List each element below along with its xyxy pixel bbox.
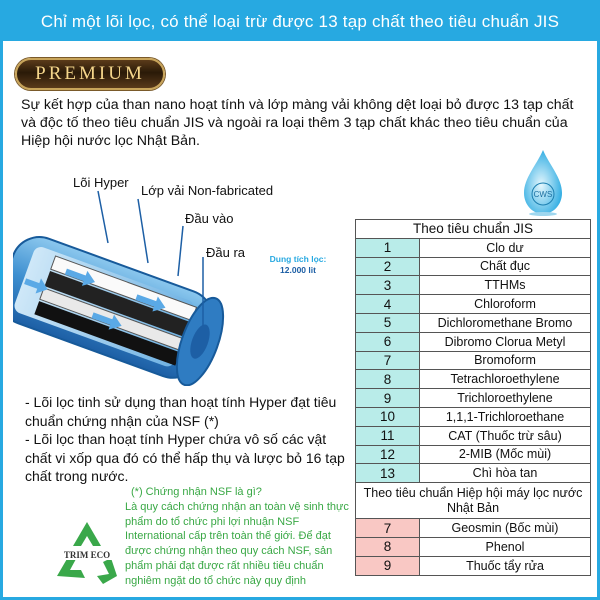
filter-diagram — [13, 171, 343, 386]
association-subheader: Theo tiêu chuẩn Hiệp hội máy lọc nước Nhật Bản — [356, 483, 591, 519]
table-row — [356, 238, 591, 257]
table-row — [356, 332, 591, 351]
nsf-explanation — [125, 485, 353, 589]
contaminant-name: Tetrachloroethylene — [420, 370, 591, 389]
contaminant-name: Chất đục — [420, 257, 591, 276]
premium-badge: PREMIUM — [15, 58, 165, 90]
row-number: 8 — [356, 537, 420, 556]
table-row — [356, 257, 591, 276]
contaminant-name: Phenol — [420, 537, 591, 556]
contaminant-name: Chì hòa tan — [420, 464, 591, 483]
row-number: 4 — [356, 295, 420, 314]
table-row — [356, 519, 591, 538]
trim-eco-text: TRIM ECO — [63, 550, 111, 560]
row-number: 6 — [356, 332, 420, 351]
water-drop-icon — [524, 150, 562, 214]
row-number: 13 — [356, 464, 420, 483]
trim-eco-logo — [51, 518, 123, 590]
contaminant-name: Chloroform — [420, 295, 591, 314]
label-outlet: Đầu ra — [206, 245, 246, 260]
table-row — [356, 464, 591, 483]
contaminant-name: Trichloroethylene — [420, 389, 591, 408]
row-number: 12 — [356, 445, 420, 464]
drop-logo-text: CWS — [533, 190, 553, 199]
row-number: 7 — [356, 519, 420, 538]
table-row — [356, 426, 591, 445]
label-hyper-core: Lõi Hyper — [73, 175, 129, 190]
filter-cutaway-illustration — [13, 171, 343, 386]
row-number: 5 — [356, 313, 420, 332]
contaminant-name: Bromoform — [420, 351, 591, 370]
capacity-value: 12.000 lit — [280, 265, 316, 275]
label-nonfabricated-layer: Lớp vải Non-fabricated — [141, 183, 274, 198]
contaminant-name: Thuốc tẩy rửa — [420, 556, 591, 575]
table-row — [356, 276, 591, 295]
table-row — [356, 483, 591, 519]
note-hyper-carbon: - Lõi lọc than hoạt tính Hyper chứa vô số các vật chất vi xốp qua đó có thể hấp thụ và lược bỏ 16 tạp chất trong nước. — [25, 431, 345, 484]
row-number: 8 — [356, 370, 420, 389]
row-number: 11 — [356, 426, 420, 445]
row-number: 2 — [356, 257, 420, 276]
contaminant-name: TTHMs — [420, 276, 591, 295]
nsf-body: Là quy cách chứng nhận an toàn vệ sinh thực phẩm do tổ chức phi lợi nhuận NSF International cấp trên toàn thế giới. Để đạt được chứng nhận theo quy cách NSF, sản phẩm phải đạt được rất nhiều tiêu chuẩn nghiêm ngặt do tổ chức này quy định — [125, 500, 349, 587]
jis-contaminant-table — [355, 219, 591, 576]
title-banner: Chỉ một lõi lọc, có thể loại trừ được 13 tạp chất theo tiêu chuẩn JIS — [3, 3, 597, 41]
table-header: Theo tiêu chuẩn JIS — [356, 220, 591, 239]
contaminant-name: 2-MIB (Mốc mùi) — [420, 445, 591, 464]
table-row — [356, 295, 591, 314]
table-row — [356, 556, 591, 575]
contaminant-name: Dibromo Clorua Metyl — [420, 332, 591, 351]
intro-text: Sự kết hợp của than nano hoạt tính và lớp màng vải không dệt loại bỏ được 13 tạp chất và độc tố theo tiêu chuẩn JIS và ngoài ra loại thêm 3 tạp chất khác theo tiêu chuẩn của Hiệp hội nước lọc Nhật Bản. — [21, 97, 574, 149]
row-number: 3 — [356, 276, 420, 295]
table-row — [356, 370, 591, 389]
nsf-title: (*) Chứng nhận NSF là gì? — [131, 486, 262, 498]
contaminant-name: Clo dư — [420, 238, 591, 257]
row-number: 1 — [356, 238, 420, 257]
capacity-title: Dung tích lọc: — [269, 254, 327, 264]
row-number: 10 — [356, 407, 420, 426]
feature-notes — [25, 393, 345, 486]
row-number: 9 — [356, 556, 420, 575]
table-row — [356, 313, 591, 332]
note-nsf-standard: - Lõi lọc tinh sử dụng than hoạt tính Hyper đạt tiêu chuẩn chứng nhận của NSF (*) — [25, 394, 337, 429]
row-number: 9 — [356, 389, 420, 408]
water-drop-logo — [498, 148, 588, 218]
table-row — [356, 537, 591, 556]
contaminant-name: CAT (Thuốc trừ sâu) — [420, 426, 591, 445]
table-row — [356, 445, 591, 464]
row-number: 7 — [356, 351, 420, 370]
table-row — [356, 351, 591, 370]
table-row — [356, 407, 591, 426]
contaminant-name: Dichloromethane Bromo — [420, 313, 591, 332]
contaminant-name: Geosmin (Bốc mùi) — [420, 519, 591, 538]
table-row — [356, 389, 591, 408]
contaminant-name: 1,1,1-Trichloroethane — [420, 407, 591, 426]
label-inlet: Đầu vào — [185, 211, 234, 226]
